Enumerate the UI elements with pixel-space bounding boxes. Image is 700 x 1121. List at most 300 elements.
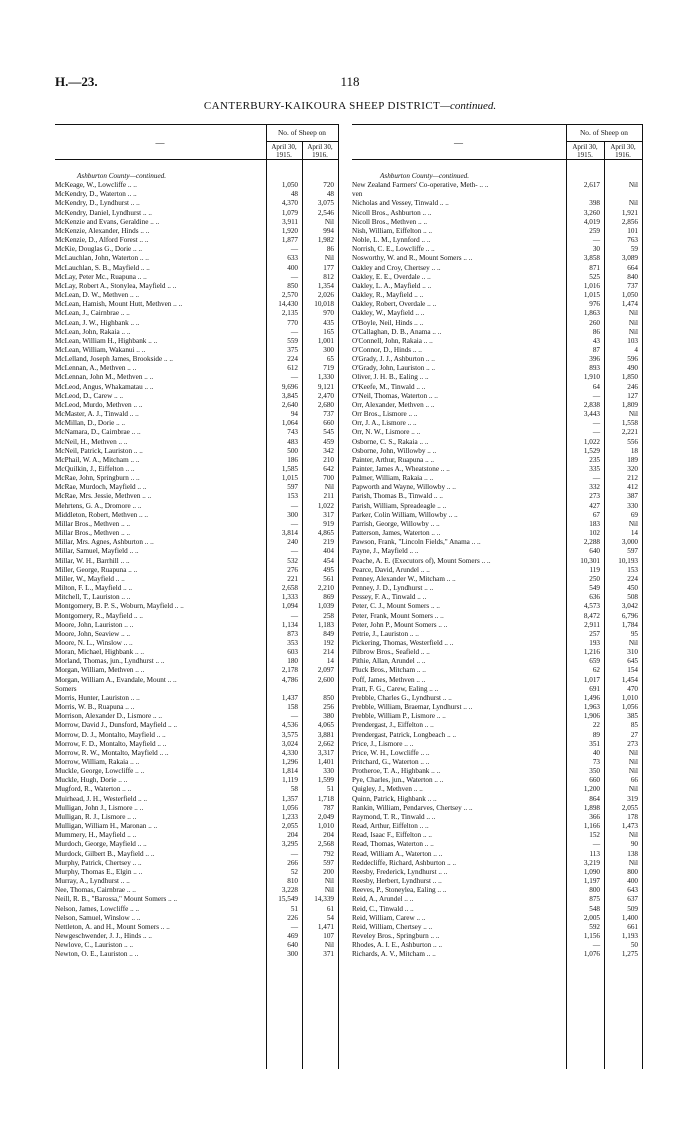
sheep-1916: 90: [630, 840, 638, 849]
entry-name: McPhail, W. A., Mitcham .. ..: [55, 455, 140, 464]
entry-name: Pessey, F. A., Tinwald .. ..: [352, 593, 427, 602]
sheep-1915: 64: [592, 382, 600, 391]
sheep-1916: 2,049: [317, 812, 334, 821]
sheep-1916: 508: [627, 593, 638, 602]
table-row: [352, 209, 642, 218]
sheep-1916: 300: [323, 345, 334, 354]
sheep-1916: 320: [627, 465, 638, 473]
sheep-1916: 719: [323, 364, 334, 373]
title-continued: —continued.: [440, 100, 497, 112]
sheep-1915: 1,963: [583, 703, 600, 712]
sheep-1915: 67: [592, 510, 600, 519]
entry-name: Murphy, Patrick, Chertsey .. ..: [55, 858, 142, 867]
table-row: [55, 438, 338, 447]
sheep-1916: 4: [634, 345, 638, 354]
sheep-1916: 660: [323, 419, 334, 428]
sheep-1915: 559: [287, 336, 298, 345]
table-row: [352, 227, 642, 236]
entry-name: Morrison, Alexander D., Lismore .. ..: [55, 712, 162, 721]
sheep-1916: 787: [323, 803, 334, 812]
sheep-1916: 212: [627, 474, 638, 483]
table-row: [352, 264, 642, 273]
sheep-1915: 1,134: [281, 620, 298, 629]
sheep-1915: 850: [287, 281, 298, 290]
table-row: [55, 337, 338, 346]
entry-name: Osborne, C. S., Rakaia .. ..: [352, 437, 429, 446]
table-row: [352, 602, 642, 611]
table-row: [55, 850, 338, 859]
sheep-1915: 2,570: [281, 291, 298, 300]
sheep-1915: —: [290, 611, 298, 620]
sheep-1916: 1,056: [621, 703, 638, 712]
table-row: [352, 254, 642, 263]
entry-name: Reid, William, Chertsey .. ..: [352, 922, 433, 931]
entry-name: Newton, O. E., Lauriston .. ..: [55, 950, 139, 959]
table-row: [55, 364, 338, 373]
sheep-1916: 256: [323, 703, 334, 712]
entry-name: Neill, R. B., "Barossa," Mount Somers .. ..: [55, 895, 178, 904]
sheep-1916: 59: [630, 245, 638, 254]
sheep-1915: —: [290, 922, 298, 931]
table-row: [352, 840, 642, 849]
entry-name: McKendry, Daniel, Lyndhurst .. ..: [55, 208, 152, 217]
sheep-1916: 737: [627, 281, 638, 290]
sheep-1915: 1,094: [281, 602, 298, 611]
sheep-1916: Nil: [628, 748, 638, 757]
sheep-1915: —: [592, 840, 600, 849]
entry-name: Montgomery, R., Mayfield .. ..: [55, 611, 143, 620]
sheep-1916: 495: [323, 565, 334, 574]
entry-name: McLauchlan, S. B., Mayfield .. ..: [55, 263, 150, 272]
sheep-1916: 177: [323, 263, 334, 272]
sheep-1916: 2,470: [317, 391, 334, 400]
sheep-1916: 1,050: [621, 291, 638, 300]
sheep-1916: Nil: [628, 327, 638, 336]
sheep-1915: 3,845: [281, 391, 298, 400]
entry-name: Nelson, James, Lowcliffe .. ..: [55, 904, 140, 913]
sheep-1915: 640: [589, 547, 600, 556]
table-row: [55, 346, 338, 355]
sheep-1915: 224: [287, 355, 298, 364]
entry-name: Reid, C., Tinwald .. ..: [352, 904, 414, 913]
table-row: [352, 355, 642, 364]
entry-name: Nelson, Samuel, Winslow .. ..: [55, 913, 141, 922]
sheep-1915: 548: [589, 904, 600, 913]
sheep-1916: 310: [627, 648, 638, 657]
table-row: [352, 566, 642, 575]
sheep-1915: 1,585: [281, 465, 298, 473]
sheep-1915: 180: [287, 657, 298, 666]
table-row: [352, 923, 642, 932]
sheep-1916: 219: [323, 538, 334, 547]
sheep-1916: 450: [627, 584, 638, 593]
entry-name: Mulligan, William H., Maronan .. ..: [55, 822, 158, 831]
sheep-1915: 864: [589, 794, 600, 803]
entry-name: McLay, Robert A., Stonylea, Mayfield .. ..: [55, 281, 177, 290]
table-row: [352, 804, 642, 813]
sheep-1916: 2,055: [621, 803, 638, 812]
sheep-1916: 1,330: [317, 373, 334, 382]
table-row: [352, 666, 642, 675]
entry-name: Painter, Arthur, Ruapuna .. ..: [352, 455, 435, 464]
table-row: [352, 694, 642, 703]
table-row: [55, 428, 338, 437]
entry-name: Morrow, David J., Dunsford, Mayfield .. ..: [55, 721, 178, 730]
sheep-1916: 319: [627, 794, 638, 803]
sheep-1915: —: [290, 373, 298, 382]
sheep-1915: 1,064: [281, 419, 298, 428]
sheep-1916: 224: [627, 574, 638, 583]
table-row: [352, 401, 642, 410]
sheep-1915: 2,617: [583, 181, 600, 190]
entry-name: Prendergast, J., Eiffelton .. ..: [352, 721, 434, 730]
sheep-1915: 1,529: [583, 446, 600, 455]
sheep-1915: 549: [589, 584, 600, 593]
table-row: [55, 355, 338, 364]
table-row: [352, 950, 642, 959]
sheep-1915: 3,443: [583, 410, 600, 419]
table-row: [352, 428, 642, 437]
entry-name: Miller, W., Mayfield .. ..: [55, 574, 125, 583]
sheep-1916: 1,921: [621, 208, 638, 217]
sheep-1915: 1,017: [583, 675, 600, 684]
table-row: [352, 850, 642, 859]
sheep-1915: 375: [287, 345, 298, 354]
sheep-1916: Nil: [628, 309, 638, 318]
sheep-1915: 113: [589, 849, 600, 858]
sheep-1915: 2,055: [281, 822, 298, 831]
table-row: [55, 218, 338, 227]
entry-name: Parish, Thomas B., Tinwald .. ..: [352, 492, 443, 501]
entry-name: Oliver, J. H. B., Ealing .. ..: [352, 373, 429, 382]
table-row: [55, 758, 338, 767]
entry-name: Mugford, R., Waterton .. ..: [55, 785, 132, 794]
sheep-1915: 1,166: [583, 822, 600, 831]
sheep-1915: 276: [287, 565, 298, 574]
sheep-1916: 664: [627, 263, 638, 272]
entry-name: Papworth and Wayne, Willowby .. ..: [352, 483, 456, 492]
sheep-1915: 1,216: [583, 648, 600, 657]
sheep-1916: 700: [323, 474, 334, 483]
entry-name: McLean, J., Cairnbrae .. ..: [55, 309, 130, 318]
table-row: [352, 346, 642, 355]
table-row: [55, 282, 338, 291]
sheep-1915: —: [592, 941, 600, 950]
table-row: [55, 905, 338, 914]
table-row: [352, 703, 642, 712]
sheep-1916: 211: [323, 492, 334, 501]
sheep-1915: 4,536: [281, 721, 298, 730]
sheep-1915: 597: [287, 483, 298, 492]
sheep-1915: 2,640: [281, 400, 298, 409]
table-row: [55, 676, 338, 685]
sheep-1916: 153: [627, 565, 638, 574]
sheep-1916: 1,473: [621, 822, 638, 831]
entry-name: McMillan, D., Dorie .. ..: [55, 419, 126, 428]
sheep-1916: 330: [627, 501, 638, 510]
sheep-1915: 240: [287, 538, 298, 547]
sheep-1915: 1,015: [281, 474, 298, 483]
table-row: [55, 502, 338, 511]
table-row: [352, 648, 642, 657]
entry-name: Price, W. H., Lowcliffe .. ..: [352, 748, 430, 757]
sheep-1916: 1,474: [621, 300, 638, 309]
entry-name: Payne, J., Mayfield .. ..: [352, 547, 419, 556]
sheep-1915: 1,090: [583, 867, 600, 876]
table-row: [352, 483, 642, 492]
sheep-1915: 87: [592, 345, 600, 354]
sheep-1916: 1,718: [317, 794, 334, 803]
sheep-1915: 260: [589, 318, 600, 327]
entry-name: ven: [352, 190, 363, 199]
sheep-1916: 792: [323, 849, 334, 858]
table-row: [352, 895, 642, 904]
sheep-1916: 210: [323, 455, 334, 464]
entry-name: Richards, A. V., Mitcham .. ..: [352, 950, 436, 959]
sheep-1915: [566, 190, 604, 199]
entry-name: Painter, James A., Wheatstone .. ..: [352, 465, 450, 473]
table-row: [352, 822, 642, 831]
table-row: [55, 190, 338, 199]
sheep-1916: 3,881: [317, 730, 334, 739]
entry-name: McRae, Mrs. Jessie, Methven .. ..: [55, 492, 152, 501]
sheep-1915: 153: [287, 492, 298, 501]
header-col-1915: April 30, 1915.: [572, 143, 598, 159]
sheep-1915: 1,863: [583, 309, 600, 318]
table-row: [352, 300, 642, 309]
sheep-1916: 50: [630, 941, 638, 950]
sheep-1915: 9,696: [281, 382, 298, 391]
table-row: [55, 804, 338, 813]
entry-name: Parrish, George, Willowby .. ..: [352, 519, 440, 528]
sheep-1915: 259: [589, 226, 600, 235]
table-row: [352, 676, 642, 685]
entry-name: McLennan, A., Methven .. ..: [55, 364, 137, 373]
sheep-1916: Nil: [628, 785, 638, 794]
entry-name: Norrish, C. E., Lowcliffe .. ..: [352, 245, 435, 254]
table-row: [352, 236, 642, 245]
sheep-1916: 204: [323, 831, 334, 840]
entry-name: Nicoll Bros., Methven .. ..: [352, 217, 428, 226]
sheep-1916: 404: [323, 547, 334, 556]
entry-name: Pritchard, G., Waterton .. ..: [352, 758, 430, 766]
table-row: [55, 557, 338, 566]
column-rule: [642, 124, 643, 1069]
table-row: [352, 941, 642, 950]
table-row: [55, 694, 338, 703]
sheep-1915: 800: [589, 886, 600, 895]
header-rule: [55, 159, 338, 160]
table-row: [352, 657, 642, 666]
sheep-1915: —: [290, 712, 298, 721]
sheep-1916: Nil: [324, 483, 334, 492]
sheep-1915: 743: [287, 428, 298, 437]
table-row: [55, 831, 338, 840]
table-row: [352, 273, 642, 282]
sheep-1915: 235: [589, 455, 600, 464]
sheep-1915: 4,573: [583, 602, 600, 611]
sheep-1916: 3,075: [317, 199, 334, 208]
sheep-1916: 2,210: [317, 584, 334, 593]
header-col-1916: April 30, 1916.: [610, 143, 636, 159]
sheep-1916: 490: [627, 364, 638, 373]
table-row: [352, 932, 642, 941]
sheep-1915: 1,022: [583, 437, 600, 446]
table-row: [352, 282, 642, 291]
sheep-1916: 4,065: [317, 721, 334, 730]
entry-name: Prendergast, Patrick, Longbeach .. ..: [352, 730, 457, 739]
sheep-1916: 849: [323, 629, 334, 638]
table-row: [352, 776, 642, 785]
entry-name: O'Boyle, Neil, Hinds .. ..: [352, 318, 424, 327]
sheep-1916: 459: [323, 437, 334, 446]
sheep-1915: 875: [589, 895, 600, 904]
entry-name: Milton, F. L., Mayfield .. ..: [55, 584, 133, 593]
header-name-dash: —: [155, 138, 165, 148]
entry-name: McKeage, W., Lowcliffe .. ..: [55, 181, 137, 190]
sheep-1916: 14,339: [314, 895, 334, 904]
entry-name: Oakley, E. E., Overdale .. ..: [352, 272, 431, 281]
sheep-1915: 2,288: [583, 538, 600, 547]
table-rows: [55, 172, 338, 959]
sheep-1916: 1,809: [621, 400, 638, 409]
table-row: [55, 566, 338, 575]
sheep-1916: 387: [627, 492, 638, 501]
sheep-1915: 4,019: [583, 217, 600, 226]
sheep-1915: 2,135: [281, 309, 298, 318]
entry-name: Pithie, Allan, Arundel .. ..: [352, 657, 426, 666]
table-row: [55, 621, 338, 630]
table-row: [352, 392, 642, 401]
sheep-1915: 1,076: [583, 950, 600, 959]
entry-name: Pluck Bros., Mitcham .. ..: [352, 666, 426, 675]
sheep-1915: 2,178: [281, 666, 298, 675]
entry-name: Oakley and Croy, Chertsey .. ..: [352, 263, 441, 272]
entry-name: Muckle, Hugh, Dorie .. ..: [55, 776, 128, 785]
sheep-1915: 659: [589, 657, 600, 666]
entry-name: Reesby, Herbert, Lyndhurst .. ..: [352, 877, 442, 886]
sheep-1915: 469: [287, 931, 298, 940]
entry-name: Oakley, L. A., Mayfield .. ..: [352, 281, 432, 290]
sheep-1916: 10,193: [618, 556, 638, 565]
table-row: [352, 868, 642, 877]
table-row: [55, 813, 338, 822]
sheep-1916: 3,000: [621, 538, 638, 547]
entry-name: Parker, Colin William, Willowby .. ..: [352, 510, 458, 519]
table-row: [55, 685, 338, 694]
entry-name: Murdock, Gilbert B., Mayfield .. ..: [55, 849, 155, 858]
table-row: [55, 639, 338, 648]
table-row: [55, 795, 338, 804]
sheep-1916: 840: [627, 272, 638, 281]
sheep-1916: 737: [323, 410, 334, 419]
entry-name: Muckle, George, Lowcliffe .. ..: [55, 767, 145, 776]
table-row: [55, 273, 338, 282]
entry-name: Pye, Charles, jun., Waterton .. ..: [352, 776, 444, 785]
sheep-1916: 61: [326, 904, 334, 913]
sheep-1916: 1,039: [317, 602, 334, 611]
entry-name: Penney, J. D., Lyndhurst .. ..: [352, 584, 434, 593]
entry-name: McLennan, John M., Methven .. ..: [55, 373, 154, 382]
table-row: [55, 264, 338, 273]
table-row: [352, 914, 642, 923]
sheep-1916: 661: [627, 922, 638, 931]
sheep-1915: —: [290, 501, 298, 510]
table-row: [55, 465, 338, 474]
sheep-1915: 525: [589, 272, 600, 281]
sheep-1916: 400: [627, 877, 638, 886]
sheep-1915: 1,050: [281, 181, 298, 190]
sheep-1916: 165: [323, 327, 334, 336]
sheep-1916: 3,089: [621, 254, 638, 263]
sheep-1916: 138: [627, 849, 638, 858]
entry-name: Middleton, Robert, Methven .. ..: [55, 510, 149, 519]
table-row: [55, 575, 338, 584]
header-col-1916: April 30, 1916.: [307, 143, 333, 159]
entry-name: Morland, Thomas, jun., Lyndhurst .. ..: [55, 657, 165, 666]
sheep-1915: 257: [589, 629, 600, 638]
sheep-1916: 869: [323, 593, 334, 602]
sheep-1915: 636: [589, 593, 600, 602]
sheep-1915: 3,575: [281, 730, 298, 739]
page-number: 118: [340, 74, 360, 89]
sheep-1916: 4,865: [317, 529, 334, 538]
table-row: [352, 877, 642, 886]
sheep-1916: 371: [323, 950, 334, 959]
sheep-1915: —: [290, 849, 298, 858]
sheep-1916: 2,221: [621, 428, 638, 437]
entry-name: McNamara, D., Cairnbrae .. ..: [55, 428, 141, 437]
entry-name: Parish, William, Spreadeagle .. ..: [352, 501, 447, 510]
sheep-1915: 366: [589, 812, 600, 821]
entry-name: McLean, D. W., Methven .. ..: [55, 291, 140, 300]
table-row: [352, 492, 642, 501]
sheep-1915: —: [592, 419, 600, 428]
sheep-1915: 1,079: [281, 208, 298, 217]
sheep-1915: 273: [589, 492, 600, 501]
entry-name: O'Keefe, M., Tinwald .. ..: [352, 382, 426, 391]
sheep-1915: 1,016: [583, 281, 600, 290]
entry-name: McKenzie and Evans, Geraldine .. ..: [55, 217, 160, 226]
entry-name: Read, Thomas, Waterton .. ..: [352, 840, 434, 849]
sheep-1916: Nil: [628, 410, 638, 419]
sheep-1915: 22: [592, 721, 600, 730]
table-row: [352, 291, 642, 300]
title-main: CANTERBURY-KAIKOURA SHEEP DISTRICT: [203, 100, 441, 112]
sheep-1916: 597: [323, 858, 334, 867]
sheep-1916: 380: [323, 712, 334, 721]
sheep-1916: 54: [326, 913, 334, 922]
sheep-1916: 10,018: [314, 300, 334, 309]
table-row: [55, 383, 338, 392]
sheep-1915: 2,838: [583, 400, 600, 409]
table-row: [352, 218, 642, 227]
sheep-1915: 640: [287, 941, 298, 950]
sheep-1915: 51: [290, 904, 298, 913]
entry-name: Prebble, William, Braemar, Lyndhurst .. ..: [352, 703, 473, 712]
entry-name: Morris, W. B., Ruapuna .. ..: [55, 703, 135, 712]
sheep-1916: 95: [630, 629, 638, 638]
table-row: [352, 465, 642, 474]
entry-name: Somers: [55, 684, 77, 693]
sheep-1916: 994: [323, 226, 334, 235]
entry-name: Petrie, J., Lauriston .. ..: [352, 629, 419, 638]
section-label: Ashburton County—continued.: [77, 172, 167, 180]
sheep-1916: 14: [326, 657, 334, 666]
table-row: [352, 438, 642, 447]
entry-name: McLean, Hamish, Mount Hutt, Methven .. ..: [55, 300, 183, 309]
table-row: [55, 456, 338, 465]
